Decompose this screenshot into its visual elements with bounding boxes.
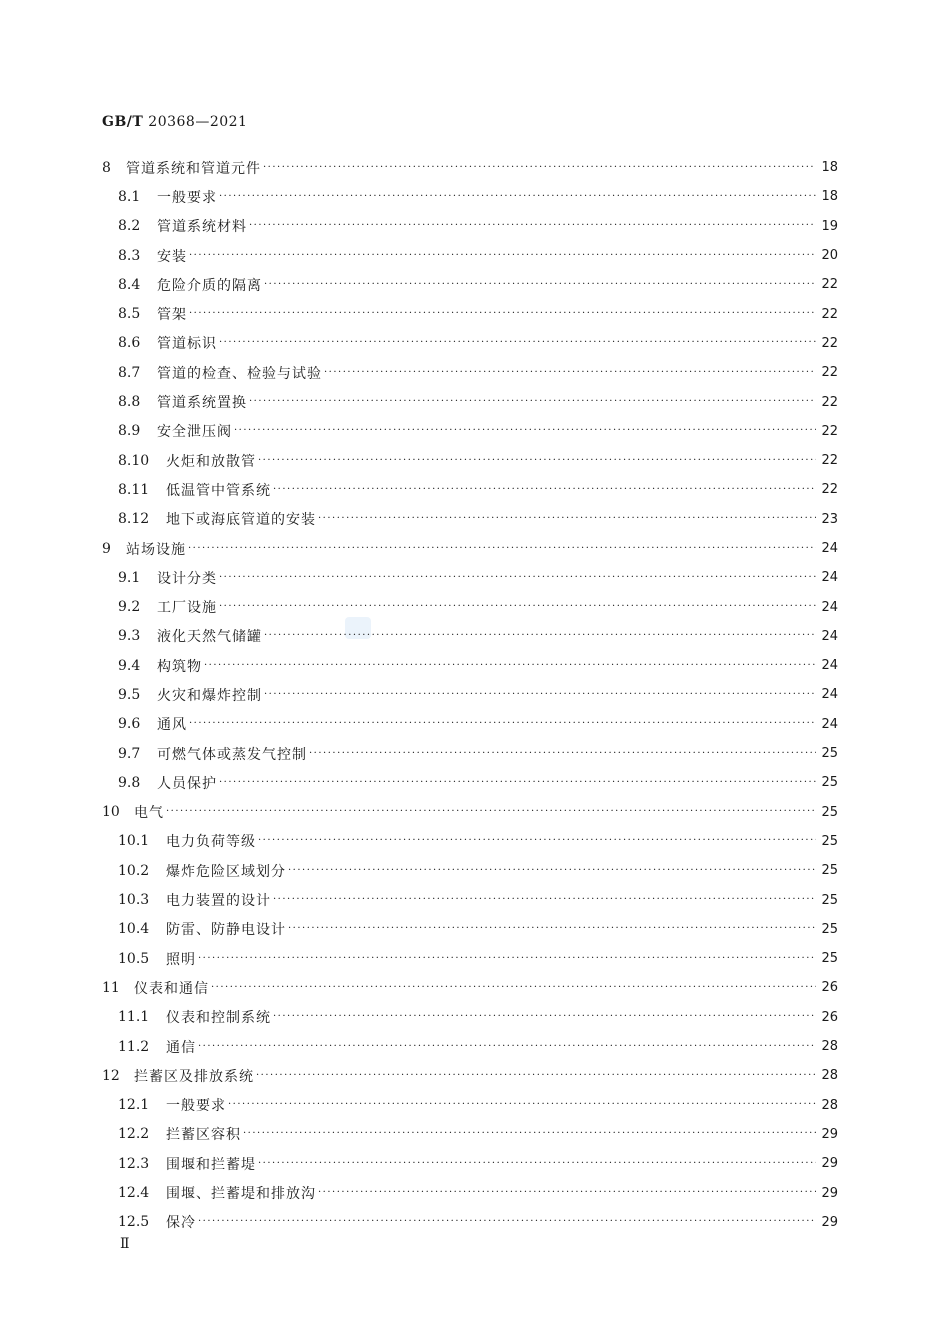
toc-entry-page: 25 (821, 921, 838, 937)
toc-entry-title: 人员保护 (157, 775, 217, 792)
toc-entry-number: 8.7 (118, 364, 141, 381)
toc-dot-leader (219, 338, 816, 348)
toc-entry-number: 11 (102, 979, 120, 996)
toc-entry-page: 24 (821, 687, 838, 703)
toc-section-entry[interactable] (102, 299, 838, 328)
toc-entry-title: 爆炸危险区域划分 (166, 863, 286, 880)
toc-dot-leader (258, 836, 816, 846)
toc-entry-page: 22 (821, 453, 838, 469)
toc-entry-number: 12.3 (118, 1155, 150, 1172)
toc-entry-number: 10.2 (118, 862, 150, 879)
toc-dot-leader (318, 1188, 816, 1198)
toc-entry-page: 20 (821, 248, 838, 264)
toc-dot-leader (219, 192, 816, 202)
toc-dot-leader (273, 485, 816, 495)
toc-dot-leader (243, 1129, 816, 1139)
toc-dot-leader (288, 924, 816, 934)
toc-chapter-entry[interactable] (102, 798, 838, 827)
toc-entry-page: 29 (821, 1185, 838, 1201)
toc-entry-page: 25 (821, 833, 838, 849)
toc-entry-title: 一般要求 (166, 1098, 226, 1115)
toc-entry-number: 12.2 (118, 1126, 150, 1143)
toc-entry-number: 8.10 (118, 452, 150, 469)
toc-dot-leader (219, 602, 816, 612)
toc-entry-title: 低温管中管系统 (166, 482, 271, 499)
toc-entry-title: 安装 (157, 248, 187, 265)
toc-section-entry[interactable] (102, 680, 838, 709)
toc-entry-page: 26 (821, 980, 838, 996)
toc-entry-title: 构筑物 (157, 658, 202, 675)
toc-section-entry[interactable] (102, 710, 838, 739)
toc-entry-number: 11.1 (118, 1009, 150, 1026)
toc-section-entry[interactable] (102, 417, 838, 446)
toc-entry-page: 24 (821, 716, 838, 732)
toc-section-entry[interactable] (102, 827, 838, 856)
toc-entry-title: 管道系统材料 (157, 219, 247, 236)
toc-entry-number: 12.1 (118, 1097, 150, 1114)
toc-entry-title: 地下或海底管道的安装 (166, 512, 316, 529)
toc-section-entry[interactable] (102, 885, 838, 914)
toc-entry-page: 23 (821, 511, 838, 527)
toc-entry-title: 照明 (166, 951, 196, 968)
toc-entry-title: 防雷、防静电设计 (166, 922, 286, 939)
toc-entry-page: 22 (821, 394, 838, 410)
toc-dot-leader (219, 778, 816, 788)
toc-entry-number: 8.12 (118, 511, 150, 528)
toc-section-entry[interactable] (102, 944, 838, 973)
toc-entry-number: 8.1 (118, 188, 141, 205)
toc-dot-leader (318, 514, 816, 524)
toc-entry-title: 一般要求 (157, 189, 217, 206)
toc-dot-leader (264, 631, 816, 641)
page-number: Ⅱ (120, 1236, 130, 1252)
toc-dot-leader (258, 1159, 816, 1169)
toc-entry-title: 电力负荷等级 (166, 834, 256, 851)
toc-entry-title: 火炬和放散管 (166, 453, 256, 470)
toc-section-entry[interactable] (102, 358, 838, 387)
toc-entry-page: 28 (821, 1068, 838, 1084)
toc-chapter-entry[interactable] (102, 534, 838, 563)
toc-entry-title: 仪表和通信 (134, 980, 209, 997)
standard-number: 20368—2021 (148, 114, 248, 130)
toc-dot-leader (273, 895, 816, 905)
toc-section-entry[interactable] (102, 592, 838, 621)
toc-dot-leader (324, 368, 816, 378)
toc-dot-leader (198, 954, 816, 964)
toc-chapter-entry[interactable] (102, 1061, 838, 1090)
toc-section-entry[interactable] (102, 1149, 838, 1178)
toc-entry-page: 29 (821, 1156, 838, 1172)
toc-dot-leader (264, 690, 816, 700)
toc-dot-leader (256, 1071, 816, 1081)
toc-dot-leader (228, 1100, 816, 1110)
toc-entry-page: 28 (821, 1039, 838, 1055)
toc-entry-page: 24 (821, 541, 838, 556)
toc-chapter-entry[interactable] (102, 153, 838, 182)
toc-entry-title: 拦蓄区容积 (166, 1127, 241, 1144)
toc-entry-title: 电气 (134, 805, 164, 822)
toc-dot-leader (189, 309, 816, 319)
toc-entry-title: 设计分类 (157, 570, 217, 587)
toc-entry-page: 25 (821, 951, 838, 967)
toc-section-entry[interactable] (102, 1032, 838, 1061)
toc-dot-leader (211, 983, 816, 993)
standard-code: GB/T (102, 114, 144, 130)
toc-entry-page: 25 (821, 746, 838, 762)
toc-entry-page: 22 (821, 423, 838, 439)
toc-entry-title: 围堰和拦蓄堤 (166, 1156, 256, 1173)
toc-dot-leader (166, 807, 816, 817)
toc-entry-number: 8 (102, 159, 111, 176)
toc-entry-number: 12 (102, 1067, 120, 1084)
toc-entry-number: 8.9 (118, 423, 141, 440)
toc-section-entry[interactable] (102, 739, 838, 768)
toc-dot-leader (249, 397, 816, 407)
toc-entry-page: 24 (821, 570, 838, 586)
toc-entry-number: 11.2 (118, 1038, 150, 1055)
toc-entry-title: 安全泄压阀 (157, 424, 232, 441)
toc-dot-leader (288, 866, 816, 876)
toc-dot-leader (204, 661, 816, 671)
toc-entry-number: 9.2 (118, 599, 141, 616)
toc-entry-title: 仪表和控制系统 (166, 1010, 271, 1027)
toc-entry-number: 9 (102, 540, 111, 557)
toc-entry-number: 10.1 (118, 833, 150, 850)
toc-section-entry[interactable] (102, 1208, 838, 1237)
toc-entry-page: 22 (821, 482, 838, 498)
toc-entry-title: 电力装置的设计 (166, 893, 271, 910)
toc-entry-page: 24 (821, 658, 838, 674)
toc-dot-leader (234, 426, 816, 436)
toc-dot-leader (219, 573, 816, 583)
toc-entry-number: 9.8 (118, 774, 141, 791)
toc-entry-title: 保冷 (166, 1215, 196, 1232)
toc-entry-title: 管道标识 (157, 336, 217, 353)
toc-chapter-entry[interactable] (102, 973, 838, 1002)
toc-dot-leader (273, 1012, 816, 1022)
toc-dot-leader (198, 1217, 816, 1227)
toc-entry-page: 22 (821, 306, 838, 322)
toc-entry-title: 通信 (166, 1039, 196, 1056)
toc-entry-number: 9.4 (118, 657, 141, 674)
toc-entry-title: 可燃气体或蒸发气控制 (157, 746, 307, 763)
toc-dot-leader (249, 221, 816, 231)
toc-entry-page: 25 (821, 892, 838, 908)
toc-section-entry[interactable] (102, 651, 838, 680)
toc-section-entry[interactable] (102, 270, 838, 299)
toc-section-entry[interactable] (102, 505, 838, 534)
toc-entry-title: 工厂设施 (157, 600, 217, 617)
toc-entry-page: 18 (821, 189, 838, 205)
toc-dot-leader (309, 749, 816, 759)
toc-dot-leader (188, 544, 816, 554)
toc-section-entry[interactable] (102, 387, 838, 416)
toc-section-entry[interactable] (102, 622, 838, 651)
toc-entry-number: 10 (102, 804, 120, 821)
toc-entry-page: 28 (821, 1097, 838, 1113)
toc-entry-number: 8.4 (118, 276, 141, 293)
toc-entry-number: 9.1 (118, 569, 141, 586)
toc-section-entry[interactable] (102, 475, 838, 504)
toc-section-entry[interactable] (102, 1178, 838, 1207)
toc-entry-number: 12.5 (118, 1214, 150, 1231)
toc-entry-page: 26 (821, 1009, 838, 1025)
toc-entry-number: 12.4 (118, 1185, 150, 1202)
toc-entry-page: 24 (821, 628, 838, 644)
toc-entry-title: 管道系统置换 (157, 395, 247, 412)
toc-entry-number: 8.5 (118, 306, 141, 323)
toc-section-entry[interactable] (102, 915, 838, 944)
toc-entry-number: 10.5 (118, 950, 150, 967)
toc-entry-page: 24 (821, 599, 838, 615)
toc-section-entry[interactable] (102, 768, 838, 797)
toc-section-entry[interactable] (102, 241, 838, 270)
toc-entry-number: 9.7 (118, 745, 141, 762)
toc-entry-number: 8.6 (118, 335, 141, 352)
toc-entry-number: 8.3 (118, 247, 141, 264)
toc-entry-number: 8.8 (118, 394, 141, 411)
toc-section-entry[interactable] (102, 329, 838, 358)
toc-entry-number: 8.2 (118, 218, 141, 235)
toc-section-entry[interactable] (102, 212, 838, 241)
toc-entry-number: 9.5 (118, 686, 141, 703)
toc-entry-page: 22 (821, 365, 838, 381)
toc-entry-title: 火灾和爆炸控制 (157, 687, 262, 704)
toc-section-entry[interactable] (102, 1091, 838, 1120)
toc-entry-title: 围堰、拦蓄堤和排放沟 (166, 1186, 316, 1203)
toc-entry-page: 22 (821, 277, 838, 293)
toc-entry-title: 管道的检查、检验与试验 (157, 365, 322, 382)
toc-entry-number: 9.6 (118, 716, 141, 733)
toc-entry-title: 拦蓄区及排放系统 (134, 1068, 254, 1085)
toc-entry-page: 25 (821, 804, 838, 820)
toc-entry-number: 10.3 (118, 892, 150, 909)
toc-dot-leader (198, 1042, 816, 1052)
toc-section-entry[interactable] (102, 1120, 838, 1149)
toc-entry-page: 25 (821, 775, 838, 791)
toc-entry-page: 25 (821, 863, 838, 879)
toc-entry-title: 危险介质的隔离 (157, 277, 262, 294)
table-of-contents (102, 153, 838, 1237)
toc-dot-leader (263, 163, 816, 173)
toc-section-entry[interactable] (102, 563, 838, 592)
toc-entry-page: 18 (821, 160, 838, 176)
toc-section-entry[interactable] (102, 446, 838, 475)
toc-entry-page: 29 (821, 1214, 838, 1230)
toc-dot-leader (258, 456, 816, 466)
toc-entry-title: 液化天然气储罐 (157, 629, 262, 646)
toc-section-entry[interactable] (102, 856, 838, 885)
toc-entry-number: 8.11 (118, 481, 150, 498)
toc-entry-page: 29 (821, 1126, 838, 1142)
toc-dot-leader (189, 719, 816, 729)
toc-dot-leader (264, 280, 816, 290)
toc-entry-number: 9.3 (118, 628, 141, 645)
toc-entry-title: 站场设施 (126, 541, 186, 558)
toc-entry-page: 19 (821, 218, 838, 234)
toc-entry-title: 管架 (157, 307, 187, 324)
toc-section-entry[interactable] (102, 1003, 838, 1032)
toc-section-entry[interactable] (102, 182, 838, 211)
toc-entry-number: 10.4 (118, 921, 150, 938)
toc-entry-title: 通风 (157, 717, 187, 734)
document-header (102, 114, 247, 130)
toc-dot-leader (189, 251, 816, 261)
toc-entry-title: 管道系统和管道元件 (126, 160, 261, 177)
toc-entry-page: 22 (821, 335, 838, 351)
